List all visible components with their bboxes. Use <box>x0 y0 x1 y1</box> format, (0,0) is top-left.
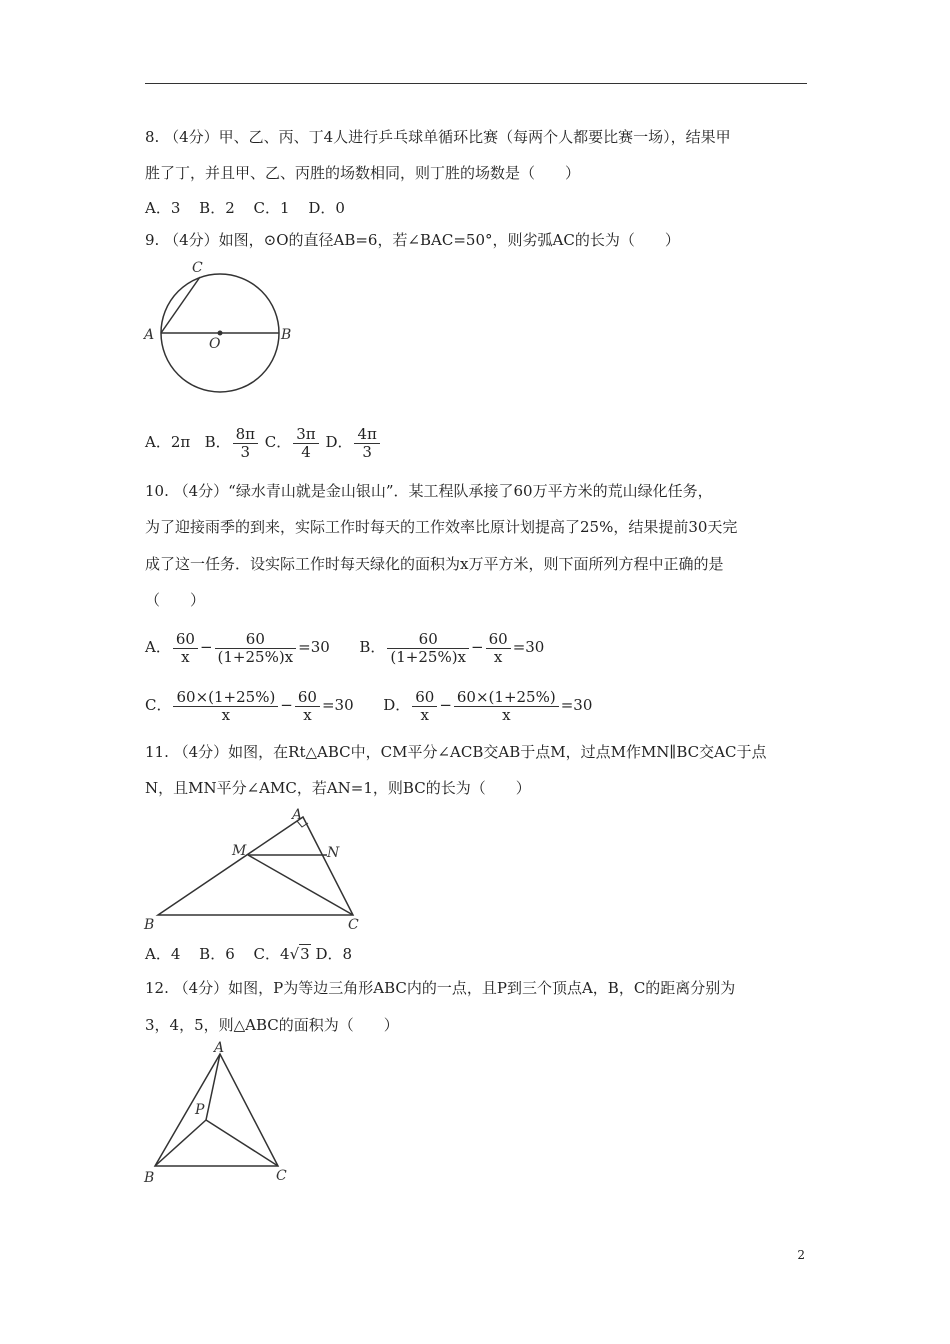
q9-option-b-fraction <box>233 426 258 461</box>
q10-d-f1-numerator: 60 <box>412 689 437 707</box>
q10-d-fraction2 <box>454 689 559 724</box>
q10-b-equals: =30 <box>512 638 545 656</box>
q10-b-f2-denominator: x <box>493 647 503 666</box>
q10-a-f1-numerator: 60 <box>173 631 198 649</box>
q10-b-fraction1 <box>387 631 469 666</box>
q10-options-cd <box>145 684 592 726</box>
q8-line1: 8. （4分）甲、乙、丙、丁4人进行乒乓球单循环比赛（每两个人都要比赛一场），结果甲 <box>145 128 731 146</box>
q10-option-b-label: B． <box>359 638 386 656</box>
q10-b-fraction2 <box>486 631 511 666</box>
q9-b-denominator: 3 <box>240 442 251 461</box>
q10-line2: 为了迎接雨季的到来，实际工作时每天的工作效率比原计划提高了25%，结果提前30天完 <box>145 518 738 536</box>
q10-c-f2-denominator: x <box>303 705 312 724</box>
q9-label-b: B <box>281 327 292 343</box>
q9-label-a: A <box>144 327 155 343</box>
q8-option-c: C．1 <box>253 199 290 217</box>
q11-line1: 11. （4分）如图，在Rt△ABC中，CM平分∠ACB交AB于点M，过点M作MN∥BC交AC于点 <box>145 743 767 761</box>
q12-label-b: B <box>144 1170 155 1186</box>
q12-segment-pb <box>155 1120 206 1166</box>
q9-options <box>145 424 382 461</box>
q9-center-dot <box>218 331 223 336</box>
q12-segment-pa <box>206 1054 220 1120</box>
q10-option-c-label: C． <box>145 696 172 714</box>
q10-d-f1-denominator: x <box>420 705 429 724</box>
q10-d-minus: − <box>439 696 452 714</box>
q12-line2: 3，4，5，则△ABC的面积为（ ） <box>145 1016 399 1034</box>
q11-option-b: B．6 <box>199 945 235 963</box>
page-number: 2 <box>797 1248 805 1262</box>
q10-b-f1-numerator: 60 <box>387 631 469 649</box>
q8-option-d: D．0 <box>308 199 345 217</box>
q12-segment-pc <box>206 1120 278 1166</box>
q9-c-numerator: 3π <box>293 426 318 444</box>
q9-c-denominator: 4 <box>301 442 311 461</box>
q11-c-radicand: 3 <box>300 945 310 963</box>
q12-triangle-figure <box>140 1040 310 1190</box>
q11-label-b: B <box>144 917 155 933</box>
q8-options <box>145 198 359 218</box>
q11-c-radical-sign: √ <box>289 945 300 963</box>
q10-c-equals: =30 <box>321 696 354 714</box>
q10-a-f2-denominator: (1+25%)x <box>217 647 294 666</box>
q12-label-a: A <box>214 1040 225 1056</box>
header-rule <box>145 83 807 84</box>
q10-b-f2-numerator: 60 <box>486 631 511 649</box>
q10-option-d-label: D． <box>383 696 411 714</box>
q10-d-fraction1 <box>412 689 437 724</box>
q9-stem: 9. （4分）如图，⊙O的直径AB=6，若∠BAC=50°，则劣弧AC的长为（ ） <box>145 231 680 249</box>
q10-a-fraction1 <box>173 631 198 666</box>
q10-a-f1-denominator: x <box>181 647 190 666</box>
q11-option-c-label: C． <box>253 945 281 963</box>
q12-label-c: C <box>276 1168 287 1184</box>
q11-options <box>145 944 352 964</box>
q8-option-a: A．3 <box>145 199 181 217</box>
q10-a-minus: − <box>199 638 213 656</box>
q8-option-b: B．2 <box>199 199 235 217</box>
q10-line3: 成了这一任务．设实际工作时每天绿化的面积为x万平方米，则下面所列方程中正确的是 <box>145 555 724 573</box>
q9-option-c-label: C． <box>264 433 292 451</box>
q10-c-fraction2 <box>295 689 320 724</box>
q9-b-numerator: 8π <box>233 426 258 444</box>
q9-chord-ac <box>161 277 200 333</box>
q10-line4: （ ） <box>145 591 206 609</box>
q11-label-m: M <box>232 843 247 859</box>
q10-b-f1-denominator: (1+25%)x <box>390 647 467 666</box>
q9-option-a: A．2π <box>145 433 191 451</box>
q9-label-o: O <box>209 336 221 352</box>
q10-c-minus: − <box>280 696 293 714</box>
q10-c-fraction1 <box>173 689 278 724</box>
q9-option-d-label: D． <box>325 433 353 451</box>
q9-option-b-label: B． <box>204 433 231 451</box>
q10-d-f2-denominator: x <box>502 705 511 724</box>
q9-d-numerator: 4π <box>354 426 379 444</box>
q10-a-equals: =30 <box>298 638 330 656</box>
q10-d-equals: =30 <box>560 696 593 714</box>
q9-option-c-fraction <box>293 426 318 461</box>
q10-option-a-label: A． <box>145 638 171 656</box>
q10-options-ab <box>145 626 544 668</box>
q10-line1: 10. （4分）“绿水青山就是金山银山”．某工程队承接了60万平方米的荒山绿化任务， <box>145 482 713 500</box>
q12-line1: 12. （4分）如图，P为等边三角形ABC内的一点，且P到三个顶点A，B，C的距离分别为 <box>145 979 736 997</box>
q10-b-minus: − <box>471 638 484 656</box>
q10-c-f1-numerator: 60×(1+25%) <box>173 689 278 707</box>
q11-label-c: C <box>348 917 359 933</box>
q10-c-f1-denominator: x <box>221 705 231 724</box>
q11-option-d: D．8 <box>315 945 353 963</box>
q9-d-denominator: 3 <box>362 442 372 461</box>
q11-line2: N，且MN平分∠AMC，若AN=1，则BC的长为（ ） <box>145 779 531 797</box>
q11-label-n: N <box>327 845 340 861</box>
q11-option-a: A．4 <box>145 945 181 963</box>
q11-triangle-abc <box>158 817 353 915</box>
q11-triangle-figure <box>140 805 380 935</box>
q9-option-d-fraction <box>354 426 379 461</box>
q11-label-a: A <box>292 807 303 823</box>
q10-a-fraction2 <box>215 631 297 666</box>
q10-d-f2-numerator: 60×(1+25%) <box>454 689 559 707</box>
q12-label-p: P <box>195 1102 205 1118</box>
q9-circle-figure <box>140 258 300 398</box>
q9-label-c: C <box>192 260 203 276</box>
q8-line2: 胜了丁，并且甲、乙、丙胜的场数相同，则丁胜的场数是（ ） <box>145 164 581 182</box>
q11-c-coefficient: 4 <box>280 945 290 963</box>
q10-a-f2-numerator: 60 <box>215 631 297 649</box>
q10-c-f2-numerator: 60 <box>295 689 320 707</box>
